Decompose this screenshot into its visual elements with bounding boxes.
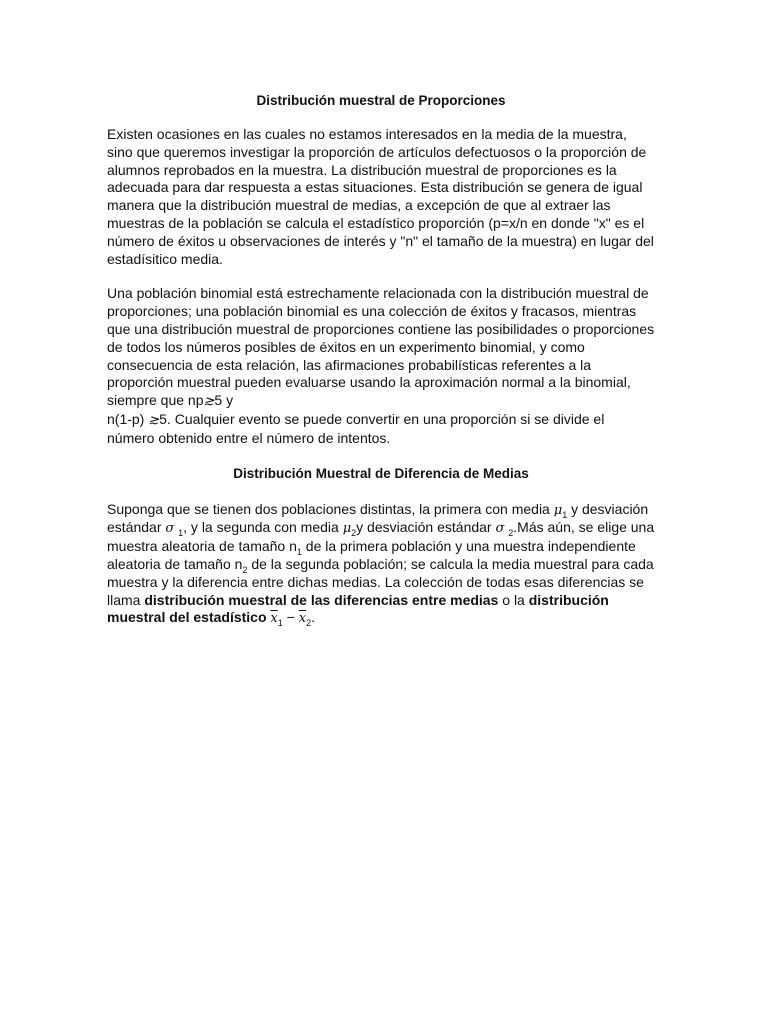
bold-term-estadistico: distribución muestral del estadístico [107, 591, 609, 626]
section-title-diferencia-medias: Distribución Muestral de Diferencia de Medias [233, 465, 529, 481]
n-sub-1: 1 [296, 546, 302, 557]
xbar-symbol-2: $\overline{x}$ [298, 611, 307, 627]
document-page [107, 92, 655, 645]
dm-text-c: , y la segunda con media [183, 519, 343, 536]
sigma-sub-2: 2 [508, 528, 514, 539]
dm-text-g: de la segunda población; se calcula la media muestral para cada muestra y la diferencia entre dichas medias. La colección de todas esas diferencias se llama [107, 555, 654, 608]
binomial-text-b: 5 y [214, 392, 234, 409]
bold-term-diferencias: distribución muestral de las diferencias entre medias [144, 591, 499, 608]
minus-sign: − [282, 609, 299, 626]
geq-symbol-1: ≳ [203, 394, 215, 410]
mu-symbol-2: μ [342, 521, 352, 537]
paragraph-diferencia-medias [107, 501, 655, 629]
paragraph-binomial [107, 285, 655, 447]
section-title-proporciones: Distribución muestral de Proporciones [256, 93, 506, 108]
sigma-symbol-1: σ [165, 521, 175, 537]
xbar-sub-1: 1 [277, 618, 283, 629]
xbar-symbol-1: $\overline{x}$ [270, 611, 278, 627]
geq-symbol-2: ≳ [148, 412, 160, 428]
dm-text-a: Suponga que se tienen dos poblaciones distintas, la primera con media [107, 500, 554, 517]
dm-text-f: de la primera población y una muestra independiente aleatoria de tamaño n [107, 538, 636, 572]
sigma-symbol-2: σ [495, 521, 505, 537]
binomial-text-a: Una población binomial está estrechamente relacionada con la distribución muestral de proporciones; una población binomial es una colección de éxitos y fracasos, mientras que una distribución muestral de proporciones contiene las posibilidades o proporciones de todos los números posibles de éxitos en un experimento binomial, y como consecuencia de esta relación, las afirmaciones probabilísticas referentes a la proporción muestral pueden evaluarse usando la aproximación normal a la binomial, siempre que np [107, 285, 655, 409]
paragraph-intro: Existen ocasiones en las cuales no estamos interesados en la media de la muestra, sino que queremos investigar la proporción de artículos defectuosos o la proporción de alumnos reprobados en la muestra. La distribución muestral de proporciones es la adecuada para dar respuesta a estas situaciones. Esta distribución se genera de igual manera que la distribución muestral de medias, a excepción de que al extraer las muestras de la población se calcula el estadístico proporción (p=x/n en donde "x" es el número de éxitos u observaciones de interés y "n" el tamaño de la muestra) en lugar del estadísitico media. [107, 126, 654, 267]
dm-text-b: y desviación estándar [107, 500, 649, 536]
xbar-sub-2: 2 [306, 618, 312, 629]
binomial-text-c: n(1-p) [107, 410, 149, 427]
mu-sub-1: 1 [562, 509, 568, 520]
dm-text-e: .Más aún, se elige una muestra aleatoria de tamaño n [107, 519, 655, 555]
n-sub-2: 2 [242, 564, 248, 575]
dm-text-d: y desviación estándar [356, 519, 496, 536]
mu-sub-2: 2 [351, 528, 357, 539]
binomial-text-d: 5. Cualquier evento se puede convertir en una proporción si se divide el número obtenido entre el número de intentos. [107, 410, 605, 446]
mu-symbol-1: μ [553, 502, 563, 518]
dm-text-end: . [311, 609, 315, 626]
dm-text-h: o la [498, 591, 529, 608]
sigma-sub-1: 1 [178, 528, 184, 539]
